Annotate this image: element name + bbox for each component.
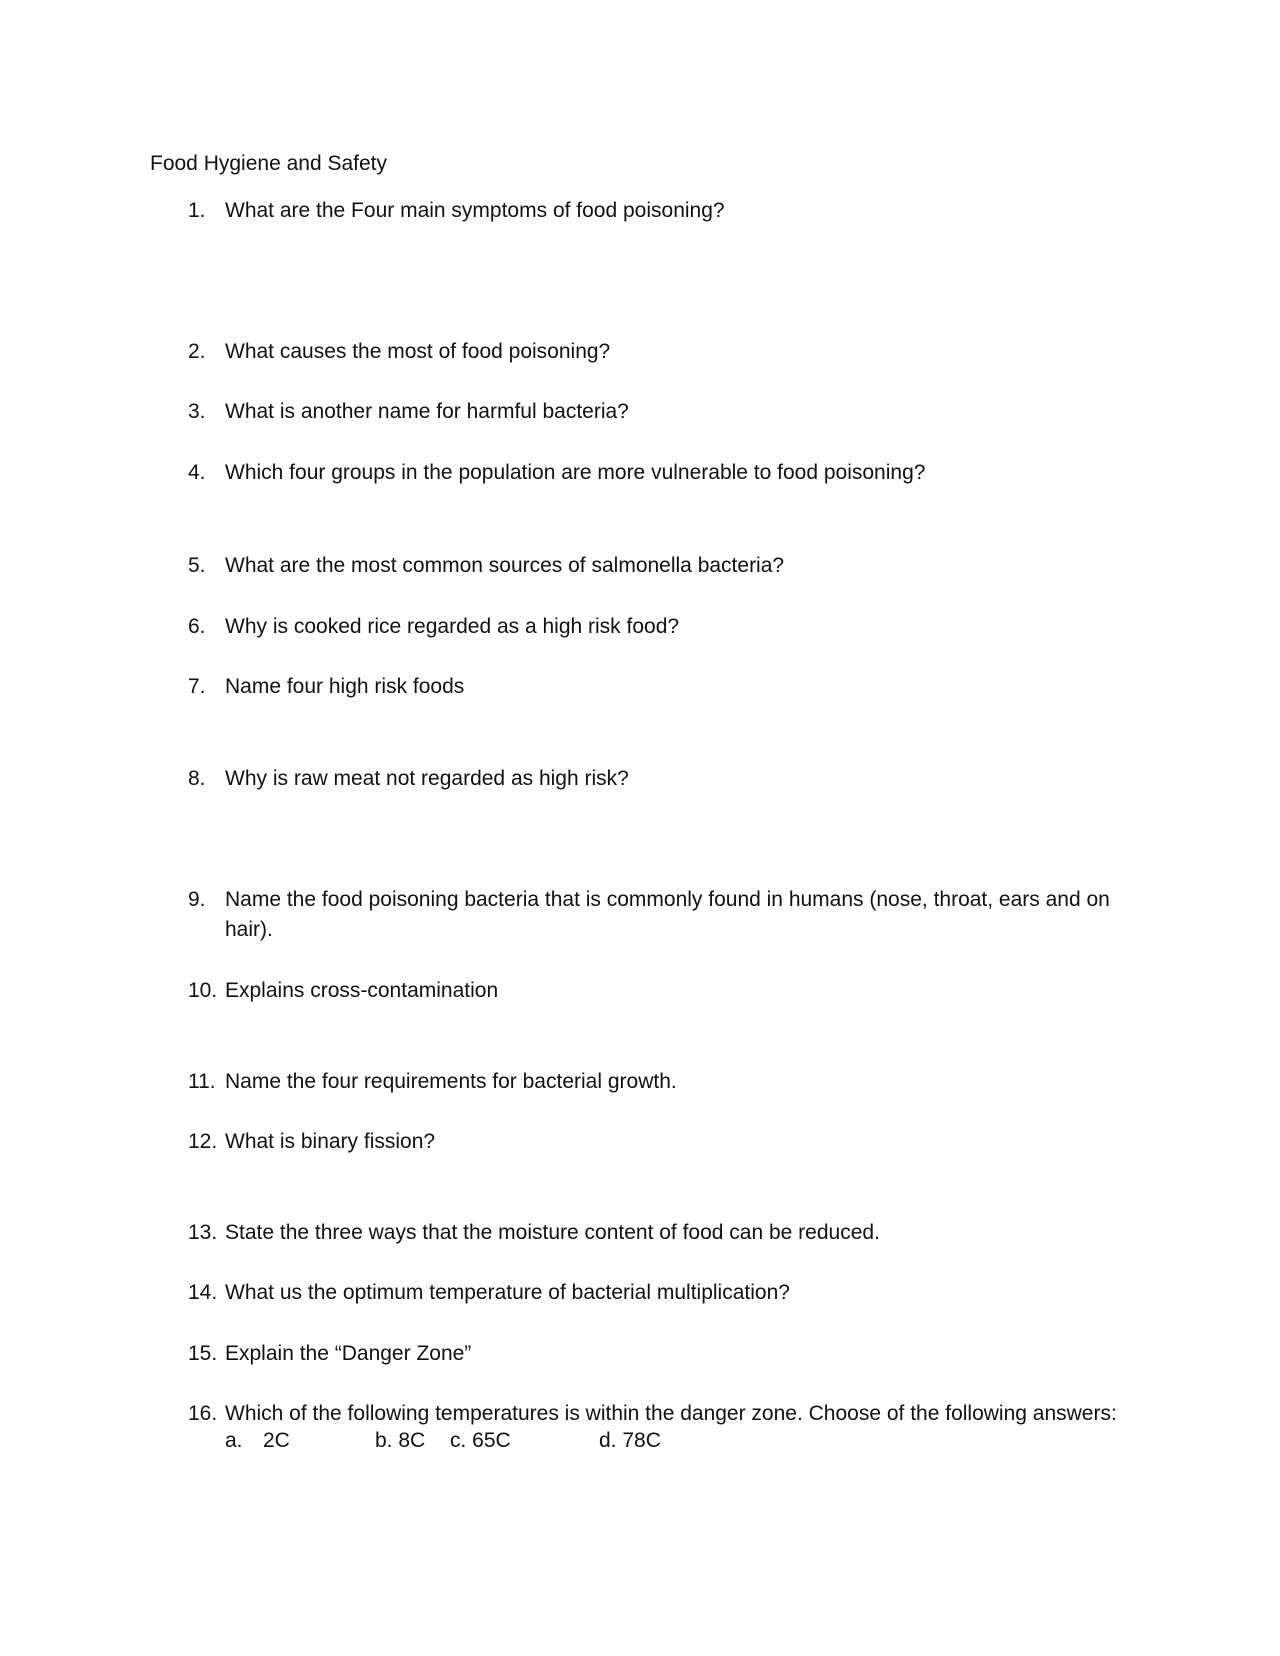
question-text: What are the most common sources of salmonella bacteria? [225, 554, 785, 577]
question-text: What us the optimum temperature of bacterial multiplication? [225, 1281, 790, 1304]
question-text: Name four high risk foods [225, 675, 465, 698]
question-number: 10. [188, 979, 218, 1002]
question-8 [188, 764, 1148, 794]
question-number: 14. [188, 1281, 218, 1304]
option-a-text: 2C [263, 1429, 290, 1452]
question-number: 8. [188, 767, 206, 790]
question-text: What is binary fission? [225, 1130, 436, 1153]
question-text: Name the four requirements for bacterial growth. [225, 1070, 677, 1093]
question-12 [188, 1127, 1148, 1157]
option-c: c. 65C [450, 1429, 511, 1452]
question-number: 13. [188, 1221, 218, 1244]
option-d: d. 78C [599, 1429, 661, 1452]
question-text: Explain the “Danger Zone” [225, 1342, 472, 1365]
question-number: 2. [188, 340, 206, 363]
question-3 [188, 397, 1148, 427]
question-text: Name the food poisoning bacteria that is commonly found in humans (nose, throat, ears and on hair). [225, 888, 1110, 941]
question-2 [188, 337, 1148, 367]
question-5 [188, 551, 1148, 581]
question-10 [188, 976, 1148, 1006]
question-number: 4. [188, 461, 206, 484]
question-1 [188, 196, 1148, 226]
question-text: Which of the following temperatures is within the danger zone. Choose of the following answers: [225, 1402, 1117, 1425]
question-number: 9. [188, 888, 206, 911]
option-b: b. 8C [375, 1429, 426, 1452]
question-7 [188, 672, 1148, 702]
document-title: Food Hygiene and Safety [150, 152, 387, 175]
question-number: 7. [188, 675, 206, 698]
question-number: 15. [188, 1342, 218, 1365]
question-text: State the three ways that the moisture content of food can be reduced. [225, 1221, 880, 1244]
question-number: 1. [188, 199, 206, 222]
question-number: 5. [188, 554, 206, 577]
question-16 [188, 1399, 1148, 1429]
question-text: What causes the most of food poisoning? [225, 340, 611, 363]
question-4 [188, 458, 1148, 488]
question-number: 16. [188, 1402, 218, 1425]
question-14 [188, 1278, 1148, 1308]
question-number: 3. [188, 400, 206, 423]
question-6 [188, 612, 1148, 642]
question-9 [188, 885, 1148, 945]
question-text: What is another name for harmful bacteria? [225, 400, 629, 423]
question-text: Explains cross-contamination [225, 979, 499, 1002]
question-text: What are the Four main symptoms of food poisoning? [225, 199, 725, 222]
question-11 [188, 1067, 1148, 1097]
question-15 [188, 1339, 1148, 1369]
question-number: 11. [188, 1070, 216, 1093]
question-text: Which four groups in the population are more vulnerable to food poisoning? [225, 461, 926, 484]
answer-options [225, 1426, 925, 1456]
option-a-letter: a. [225, 1429, 243, 1452]
question-text: Why is raw meat not regarded as high risk? [225, 767, 629, 790]
question-text: Why is cooked rice regarded as a high risk food? [225, 615, 680, 638]
question-number: 12. [188, 1130, 218, 1153]
question-number: 6. [188, 615, 206, 638]
question-13 [188, 1218, 1148, 1248]
